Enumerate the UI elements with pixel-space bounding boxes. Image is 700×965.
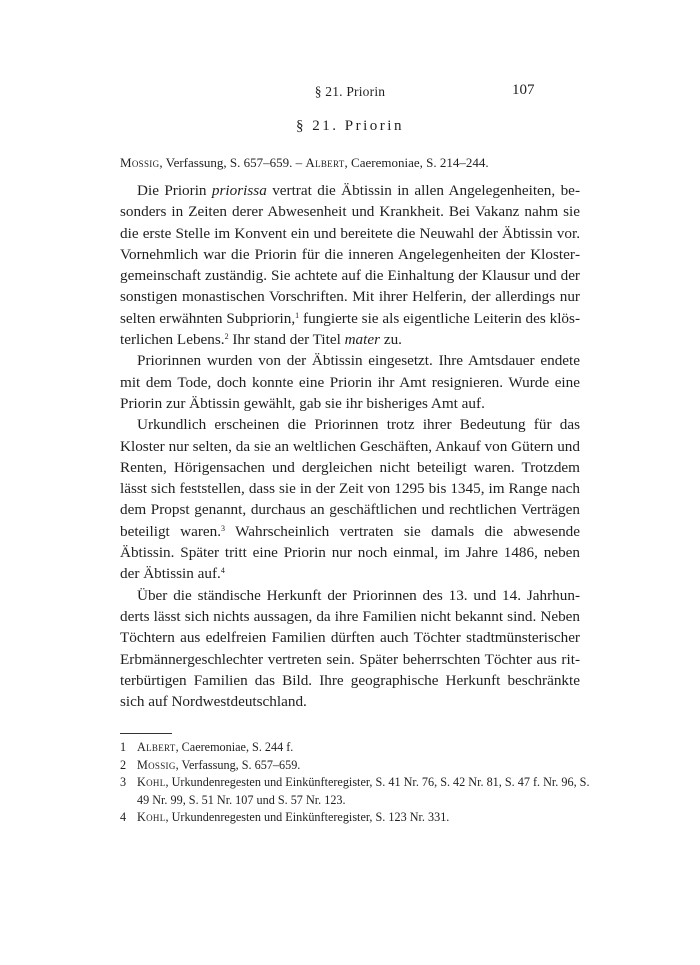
running-head: § 21. Priorin (314, 84, 386, 99)
paragraph-1 (120, 180, 580, 350)
footnote-number: 4 (120, 810, 127, 824)
p3-text-a: Urkundlich erscheinen die Priorinnen trotz ihrer Bedeutung für das Kloster nur selten, da sie an weltlichen Geschäften, Ankauf von Gütern und Renten, Hörigensachen und dergleichen nicht beteiligt waren. Trotzdem lässt sich feststellen, dass sie in der Zeit von 1295 bis 1345, im Range nach dem Propst genannt, durchaus an geschäftlichen und rechtlichen Verträgen beteiligt waren. (120, 416, 580, 540)
footnote-author: Mossig (137, 757, 176, 772)
section-title: § 21. Priorin (296, 118, 404, 134)
paragraph-2: Priorinnen wurden von der Äbtissin eingesetzt. Ihre Amtsdauer endete mit dem Tode, doch konnte eine Priorin ihr Amt resignieren. Wurde eine Priorin zur Äbtissin gewählt, gab sie ihr bisheriges Amt auf. (120, 352, 580, 412)
footnotes (120, 739, 590, 827)
footnote-author: Albert (137, 740, 176, 754)
footnote-ref-1[interactable]: 1 (295, 310, 300, 320)
paragraph-4: Über die ständische Herkunft der Priorinnen des 13. und 14. Jahrhunderts lässt sich nichts aussagen, da ihre Familien nicht bekannt sind. Neben Töchtern aus edelfreien Familien dürften auch Töchter stadtmünsterischer Erbmännergeschlechter vertreten sein. Später beherrschten Töchter aus ritterbürtigen Familien das Bild. Ihre geographische Herkunft beschränkte sich auf Nordwestdeutschland. (120, 586, 580, 711)
p1-text-a: Die Priorin (137, 182, 212, 199)
term-mater: mater (344, 331, 381, 349)
footnote-number: 1 (120, 740, 127, 754)
footnote-number: 3 (120, 775, 127, 789)
footnote-3 (120, 774, 590, 809)
p1-text-c: vertrat die Äbtissin in allen Angelegenheiten, besonders in Zeiten derer Abwesenheit und Krankheit. Bei Vakanz nahm sie die erste Stelle im Konvent ein und bereitete die Neuwahl der Äbtissin vor. Vornehmlich war die Priorin für die inneren Angelegenheiten der Klostergemeinschaft zuständig. Sie achtete auf die Einhaltung der Klausur und der sonstigen monastischen Vorschriften. Mit ihrer Helferin, der allerdings nur selten erwähnten Subpriorin, (120, 182, 580, 327)
bib-author-albert: Albert (305, 155, 345, 170)
footnote-2 (120, 757, 590, 775)
footnote-text: , Verfassung, S. 657–659. (175, 757, 301, 772)
footnote-separator (120, 733, 172, 734)
bib-text-2: , Caeremoniae, S. 214–244. (344, 155, 489, 170)
term-priorissa: priorissa (211, 182, 267, 199)
footnote-1 (120, 739, 590, 757)
footnote-text: , Caeremoniae, S. 244 f. (175, 740, 294, 754)
bib-author-mossig: Mossig (120, 155, 160, 170)
footnote-ref-3[interactable]: 3 (221, 523, 226, 533)
footnote-text: , Urkundenregesten und Einkünfteregister, S. 41 Nr. 76, S. 42 Nr. 81, S. 47 f. Nr. 96, S. 49 Nr. 99, S. 51 Nr. 107 und S. 57 Nr. 123. (137, 775, 590, 807)
p1-text-g: zu. (380, 331, 402, 349)
p1-text-e: Ihr stand der Titel (228, 331, 345, 349)
p1-text-d: fungierte sie als eigentliche Leiterin des klösterlichen Lebens. (120, 309, 580, 349)
bibliography-line (120, 155, 580, 171)
footnote-text: , Urkundenregesten und Einkünfteregister, S. 123 Nr. 331. (165, 810, 450, 824)
footnote-4 (120, 809, 590, 827)
page-number: 107 (512, 82, 535, 98)
bib-text-1: , Verfassung, S. 657–659. – (159, 155, 306, 170)
footnote-ref-4[interactable]: 4 (220, 566, 225, 576)
footnote-author: Kohl (137, 775, 166, 789)
footnote-ref-2[interactable]: 2 (224, 332, 229, 342)
footnote-author: Kohl (137, 810, 166, 824)
paragraph-3 (120, 414, 580, 584)
p3-text-b: Wahrscheinlich vertraten sie damals die abwesende Äbtissin. Später tritt eine Priorin nur noch einmal, im Jahre 1486, neben der Äbtissin auf. (120, 522, 581, 583)
body-text (120, 180, 580, 712)
footnote-number: 2 (120, 757, 127, 772)
